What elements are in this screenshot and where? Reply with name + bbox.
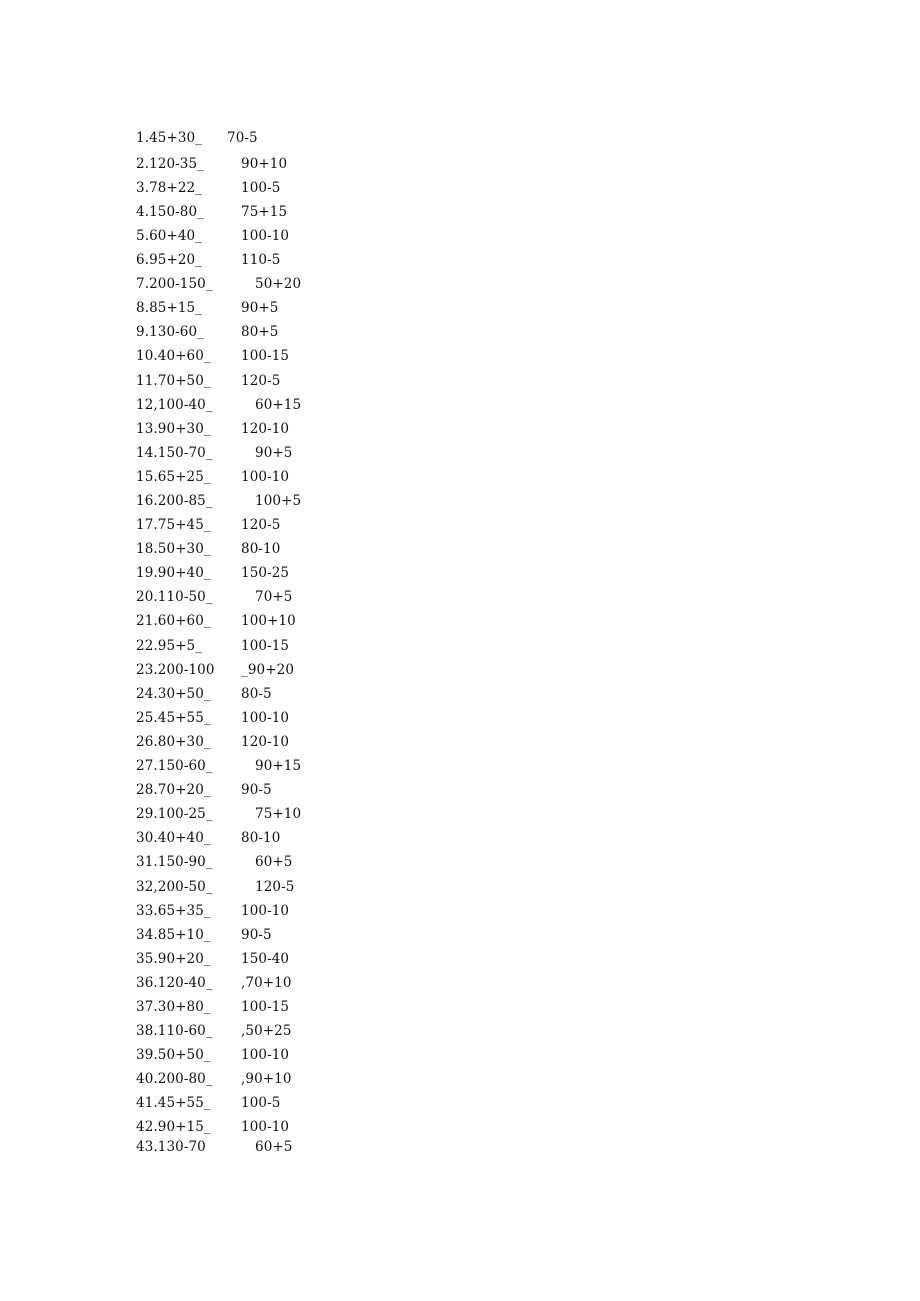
worksheet-row <box>0 829 920 851</box>
worksheet-row <box>0 878 920 900</box>
worksheet-row <box>0 998 920 1020</box>
expression-right: 80-5 <box>241 686 272 702</box>
expression-right: 120-5 <box>241 373 281 389</box>
expression-left: 39.50+50_ <box>136 1047 211 1063</box>
expression-left: 21.60+60_ <box>136 613 211 629</box>
expression-left: 31.150-90_ <box>136 854 213 870</box>
expression-left: 20.110-50_ <box>136 589 213 605</box>
expression-left: 7.200-150_ <box>136 276 213 292</box>
worksheet-row <box>0 492 920 514</box>
expression-right: 100-5 <box>241 180 281 196</box>
expression-left: 23.200-100 <box>136 662 215 678</box>
expression-right: 80-10 <box>241 830 281 846</box>
expression-left: 32,200-50_ <box>136 879 213 895</box>
expression-right: 120-10 <box>241 734 290 750</box>
expression-right: 100-15 <box>241 638 290 654</box>
expression-right: 90-5 <box>241 782 272 798</box>
expression-left: 37.30+80_ <box>136 999 211 1015</box>
expression-right: 80-10 <box>241 541 281 557</box>
expression-right: 120-5 <box>241 517 281 533</box>
worksheet-row <box>0 1046 920 1068</box>
expression-left: 9.130-60_ <box>136 324 205 340</box>
worksheet-row <box>0 179 920 201</box>
worksheet-row <box>0 444 920 466</box>
expression-left: 43.130-70 <box>136 1139 206 1155</box>
worksheet-row <box>0 372 920 394</box>
expression-right: 90+15 <box>255 758 302 774</box>
expression-left: 12,100-40_ <box>136 397 213 413</box>
worksheet-row <box>0 516 920 538</box>
expression-left: 10.40+60_ <box>136 348 211 364</box>
worksheet-row <box>0 733 920 755</box>
expression-right: 100-15 <box>241 999 290 1015</box>
expression-left: 11.70+50_ <box>136 373 211 389</box>
expression-left: 16.200-85_ <box>136 493 213 509</box>
expression-left: 34.85+10_ <box>136 927 211 943</box>
expression-left: 2.120-35_ <box>136 156 205 172</box>
worksheet-row <box>0 637 920 659</box>
expression-right: 75+15 <box>241 204 288 220</box>
expression-right: 90+5 <box>255 445 293 461</box>
worksheet-row <box>0 203 920 225</box>
expression-right: 100-10 <box>241 228 290 244</box>
expression-right: 60+5 <box>255 854 293 870</box>
expression-left: 17.75+45_ <box>136 517 211 533</box>
expression-right: 100-10 <box>241 903 290 919</box>
expression-left: 36.120-40_ <box>136 975 213 991</box>
worksheet-row <box>0 1070 920 1092</box>
expression-left: 18.50+30_ <box>136 541 211 557</box>
expression-left: 42.90+15_ <box>136 1119 211 1135</box>
expression-right: 150-25 <box>241 565 290 581</box>
worksheet-row <box>0 155 920 177</box>
expression-right: 100+10 <box>241 613 296 629</box>
expression-left: 8.85+15_ <box>136 300 203 316</box>
expression-right: 110-5 <box>241 252 281 268</box>
worksheet-row <box>0 805 920 827</box>
expression-left: 40.200-80_ <box>136 1071 213 1087</box>
expression-left: 41.45+55_ <box>136 1095 211 1111</box>
expression-right: 100-10 <box>241 1119 290 1135</box>
worksheet-row <box>0 347 920 369</box>
worksheet-row <box>0 661 920 683</box>
expression-right: _90+20 <box>241 662 295 678</box>
worksheet-row <box>0 299 920 321</box>
worksheet-row <box>0 1138 920 1160</box>
expression-right: 70-5 <box>227 130 258 146</box>
expression-right: 90+10 <box>241 156 288 172</box>
expression-left: 13.90+30_ <box>136 421 211 437</box>
expression-left: 26.80+30_ <box>136 734 211 750</box>
worksheet-row <box>0 323 920 345</box>
expression-right: 100-10 <box>241 469 290 485</box>
worksheet-row <box>0 564 920 586</box>
expression-right: 120-5 <box>255 879 295 895</box>
expression-left: 4.150-80_ <box>136 204 205 220</box>
worksheet-row <box>0 396 920 418</box>
expression-left: 35.90+20_ <box>136 951 211 967</box>
worksheet-row <box>0 757 920 779</box>
expression-left: 24.30+50_ <box>136 686 211 702</box>
expression-right: 100-5 <box>241 1095 281 1111</box>
worksheet-row <box>0 926 920 948</box>
worksheet-row <box>0 1022 920 1044</box>
expression-left: 1.45+30_ <box>136 130 203 146</box>
expression-right: 80+5 <box>241 324 279 340</box>
worksheet-row <box>0 129 920 151</box>
worksheet-row <box>0 612 920 634</box>
expression-left: 28.70+20_ <box>136 782 211 798</box>
expression-right: 50+20 <box>255 276 302 292</box>
worksheet-row <box>0 853 920 875</box>
worksheet-row <box>0 902 920 924</box>
worksheet-row <box>0 1094 920 1116</box>
expression-left: 30.40+40_ <box>136 830 211 846</box>
worksheet-row <box>0 420 920 442</box>
expression-left: 29.100-25_ <box>136 806 213 822</box>
worksheet-row <box>0 588 920 610</box>
expression-right: 60+15 <box>255 397 302 413</box>
worksheet-row <box>0 950 920 972</box>
expression-left: 38.110-60_ <box>136 1023 213 1039</box>
worksheet-row <box>0 468 920 490</box>
expression-right: 75+10 <box>255 806 302 822</box>
expression-left: 5.60+40_ <box>136 228 203 244</box>
expression-left: 25.45+55_ <box>136 710 211 726</box>
worksheet-row <box>0 275 920 297</box>
expression-right: 100-15 <box>241 348 290 364</box>
expression-left: 6.95+20_ <box>136 252 203 268</box>
expression-left: 15.65+25_ <box>136 469 211 485</box>
worksheet-row <box>0 709 920 731</box>
expression-right: 100-10 <box>241 1047 290 1063</box>
expression-right: 150-40 <box>241 951 290 967</box>
expression-left: 14.150-70_ <box>136 445 213 461</box>
expression-right: ,90+10 <box>241 1071 292 1087</box>
expression-right: 70+5 <box>255 589 293 605</box>
worksheet-row <box>0 251 920 273</box>
worksheet-row <box>0 227 920 249</box>
expression-right: 100-10 <box>241 710 290 726</box>
worksheet-row <box>0 781 920 803</box>
expression-left: 33.65+35_ <box>136 903 211 919</box>
expression-right: 60+5 <box>255 1139 293 1155</box>
expression-right: 120-10 <box>241 421 290 437</box>
expression-right: 90+5 <box>241 300 279 316</box>
expression-right: ,50+25 <box>241 1023 292 1039</box>
worksheet-row <box>0 540 920 562</box>
expression-right: 100+5 <box>255 493 302 509</box>
expression-left: 22.95+5_ <box>136 638 203 654</box>
expression-right: 90-5 <box>241 927 272 943</box>
expression-right: ,70+10 <box>241 975 292 991</box>
expression-left: 19.90+40_ <box>136 565 211 581</box>
expression-left: 3.78+22_ <box>136 180 203 196</box>
expression-left: 27.150-60_ <box>136 758 213 774</box>
worksheet-row <box>0 685 920 707</box>
worksheet-row <box>0 1118 920 1140</box>
worksheet-row <box>0 974 920 996</box>
